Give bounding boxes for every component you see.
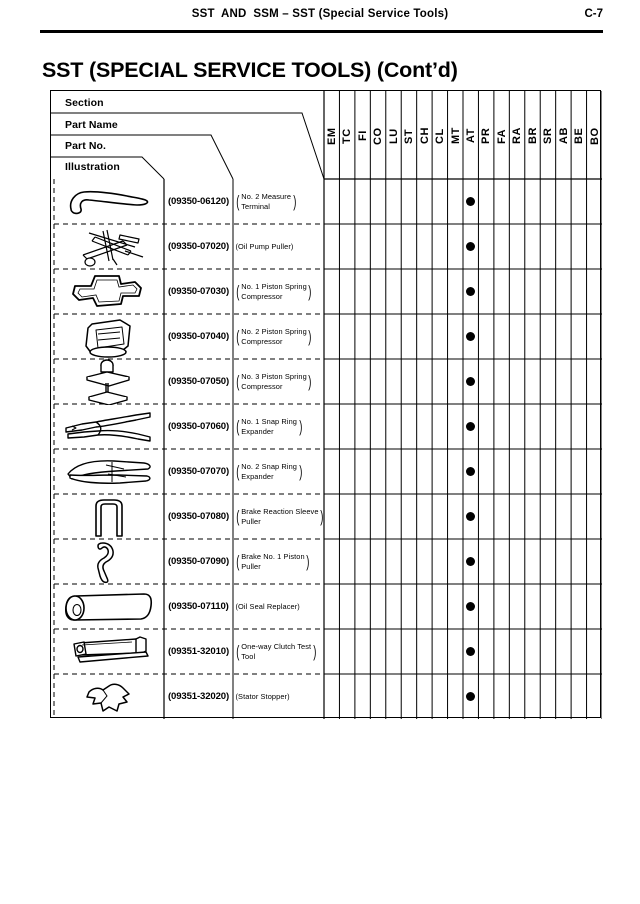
- paren-open: (: [236, 192, 240, 211]
- part-name-line: (Stator Stopper): [235, 691, 290, 701]
- hex-key-wrench-icon: [54, 179, 162, 224]
- part-name-line: Compressor: [241, 381, 283, 391]
- part-name-line: No. 2 Snap Ring: [241, 461, 297, 471]
- paren-close: ): [292, 192, 297, 211]
- part-name-text: [241, 192, 292, 211]
- part-name-text: [241, 372, 308, 391]
- part-name-line: Expander: [241, 426, 274, 436]
- part-name-cell: [235, 179, 326, 224]
- part-name-line: One-way Clutch Test: [241, 641, 312, 651]
- part-name-text: [235, 242, 294, 252]
- part-name-cell: [235, 269, 326, 314]
- section-code-br: BR: [526, 127, 539, 145]
- part-number-cell: (09350-07060): [168, 421, 229, 432]
- part-name-line: Tool: [241, 651, 256, 661]
- part-name-text: [241, 282, 308, 301]
- part-name-line: No. 1 Snap Ring: [241, 416, 297, 426]
- paren-close: ): [298, 417, 302, 436]
- section-code-be: BE: [572, 127, 585, 145]
- special-service-tools-table: [50, 90, 601, 718]
- section-code-em: EM: [325, 127, 338, 145]
- part-name-cell: [235, 359, 326, 404]
- part-number-cell: (09351-32020): [168, 691, 229, 702]
- part-name-cell: [235, 314, 326, 359]
- paren-close: ): [306, 552, 310, 571]
- part-number-cell: (09350-07030): [168, 286, 229, 297]
- part-name-line: Brake No. 1 Piston: [241, 551, 305, 561]
- running-header-title: SST AND SSM – SST (Special Service Tools): [191, 8, 449, 20]
- paren-close: ): [308, 282, 312, 301]
- part-name-text: [235, 602, 300, 612]
- piston-spring-compressor-2-icon: [54, 314, 162, 359]
- part-name-line: (Oil Seal Replacer): [235, 601, 300, 611]
- page-running-header: [0, 8, 640, 32]
- part-name-cell: [235, 224, 326, 269]
- part-name-text: [241, 462, 298, 481]
- brake-piston-puller-icon: [54, 539, 162, 584]
- paren-open: (: [236, 462, 240, 481]
- part-name-text: [241, 327, 308, 346]
- section-code-pr: PR: [480, 127, 493, 145]
- section-code-fa: FA: [495, 128, 508, 144]
- part-name-line: No. 2 Measure: [241, 191, 292, 201]
- part-name-cell: [235, 674, 326, 719]
- section-code-st: ST: [403, 128, 416, 144]
- section-code-lu: LU: [387, 128, 400, 144]
- paren-close: ): [313, 642, 317, 661]
- part-name-text: [241, 417, 298, 436]
- part-name-cell: [235, 494, 326, 539]
- header-label-illustration: Illustration: [65, 161, 120, 173]
- part-name-cell: [235, 449, 326, 494]
- part-name-text: [241, 552, 305, 571]
- part-name-line: (Oil Pump Puller): [235, 241, 294, 251]
- oil-pump-puller-icon: [54, 224, 162, 269]
- part-name-line: Terminal: [241, 201, 270, 211]
- header-label-part-name: Part Name: [65, 119, 118, 131]
- paren-open: (: [236, 372, 240, 391]
- part-name-line: Expander: [241, 471, 274, 481]
- paren-open: (: [236, 417, 240, 436]
- part-number-cell: (09351-32010): [168, 646, 229, 657]
- snap-ring-expander-2-icon: [54, 449, 162, 494]
- part-name-line: Compressor: [241, 336, 283, 346]
- paren-close: ): [298, 462, 302, 481]
- header-label-part-no: Part No.: [65, 140, 107, 152]
- paren-open: (: [236, 552, 240, 571]
- section-code-bo: BO: [588, 127, 601, 145]
- section-code-ab: AB: [557, 127, 570, 145]
- page-title: SST (SPECIAL SERVICE TOOLS) (Cont’d): [42, 58, 458, 83]
- part-name-cell: [235, 584, 326, 629]
- one-way-clutch-test-tool-icon: [54, 629, 162, 674]
- header-rule: [40, 30, 603, 33]
- part-name-text: [241, 642, 312, 661]
- paren-close: ): [320, 507, 324, 526]
- part-name-text: [241, 507, 319, 526]
- page-number: C-7: [584, 8, 603, 20]
- section-code-sr: SR: [542, 127, 555, 145]
- section-code-tc: TC: [341, 128, 354, 144]
- part-number-cell: (09350-07050): [168, 376, 229, 387]
- paren-open: (: [236, 327, 240, 346]
- section-code-ch: CH: [418, 127, 431, 145]
- part-name-line: Puller: [241, 561, 261, 571]
- part-name-line: Brake Reaction Sleeve: [241, 506, 319, 516]
- header-label-section: Section: [65, 97, 104, 109]
- part-number-cell: (09350-07090): [168, 556, 229, 567]
- part-name-line: Puller: [241, 516, 261, 526]
- brake-reaction-sleeve-puller-icon: [54, 494, 162, 539]
- paren-open: (: [236, 282, 240, 301]
- piston-spring-compressor-3-icon: [54, 359, 162, 404]
- part-name-cell: [235, 629, 326, 674]
- part-number-cell: (09350-07020): [168, 241, 229, 252]
- part-name-line: Compressor: [241, 291, 283, 301]
- part-number-cell: (09350-07070): [168, 466, 229, 477]
- section-code-ra: RA: [511, 127, 524, 145]
- part-name-line: No. 1 Piston Spring: [241, 281, 307, 291]
- paren-open: (: [236, 642, 240, 661]
- part-number-cell: (09350-07040): [168, 331, 229, 342]
- section-code-cl: CL: [433, 128, 446, 144]
- snap-ring-expander-1-icon: [54, 404, 162, 449]
- part-number-cell: (09350-07080): [168, 511, 229, 522]
- part-name-cell: [235, 404, 326, 449]
- part-name-line: No. 3 Piston Spring: [241, 371, 307, 381]
- stator-stopper-icon: [54, 674, 162, 719]
- section-code-mt: MT: [449, 127, 462, 145]
- section-code-co: CO: [372, 127, 385, 145]
- part-number-cell: (09350-06120): [168, 196, 229, 207]
- paren-close: ): [308, 372, 312, 391]
- part-name-cell: [235, 539, 326, 584]
- piston-spring-compressor-1-icon: [54, 269, 162, 314]
- paren-open: (: [236, 507, 240, 526]
- oil-seal-replacer-icon: [54, 584, 162, 629]
- part-number-cell: (09350-07110): [168, 601, 229, 612]
- part-name-line: No. 2 Piston Spring: [241, 326, 307, 336]
- part-name-text: [235, 692, 290, 702]
- section-code-fi: FI: [356, 130, 369, 142]
- section-code-at: AT: [464, 128, 477, 144]
- paren-close: ): [308, 327, 312, 346]
